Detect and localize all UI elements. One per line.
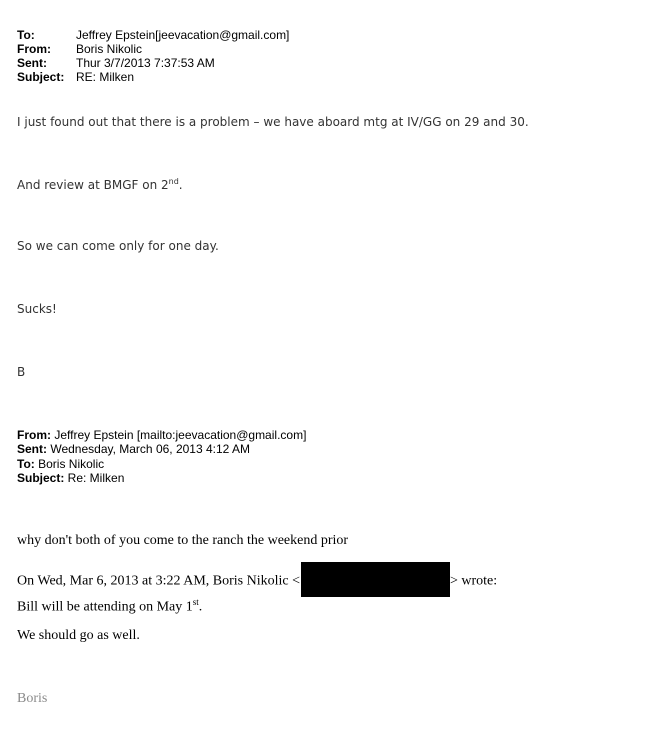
body-line-1: I just found out that there is a problem – we have aboard mtg at IV/GG on 29 and 30.: [17, 115, 529, 129]
quoted-sent-label: Sent:: [17, 442, 47, 456]
quoted-to-row: [17, 457, 104, 471]
from-value: Boris Nikolic: [76, 42, 143, 56]
quoted-body-line-4: We should go as well.: [17, 628, 140, 643]
quoted-body-line-2-end: > wrote:: [450, 573, 498, 589]
header-subject-row: [17, 70, 134, 84]
body-line-2: [17, 177, 183, 192]
body-line-3: So we can come only for one day.: [17, 239, 219, 253]
quoted-to-value: Boris Nikolic: [34, 457, 105, 471]
quoted-sent-value: Wednesday, March 06, 2013 4:12 AM: [47, 442, 251, 456]
quoted-body-line-3: [17, 597, 202, 616]
header-sent-row: [17, 56, 215, 70]
body-line-2-end: .: [178, 178, 183, 192]
to-value: Jeffrey Epstein[jeevacation@gmail.com]: [76, 28, 290, 42]
to-label: To:: [17, 28, 35, 42]
quoted-subject-value: Re: Milken: [64, 471, 125, 485]
quoted-to-label: To:: [17, 457, 35, 471]
quoted-subject-row: [17, 471, 124, 485]
redaction-block: [301, 562, 450, 597]
signature: Boris: [17, 691, 48, 706]
from-label: From:: [17, 42, 51, 56]
body-line-4: Sucks!: [17, 302, 57, 316]
body-line-5: B: [17, 365, 26, 379]
sent-label: Sent:: [17, 56, 47, 70]
quoted-body-line-3-end: .: [198, 599, 203, 615]
quoted-from-value: Jeffrey Epstein [mailto:jeevacation@gmail.com]: [51, 428, 307, 442]
quoted-from-row: [17, 428, 306, 442]
quoted-body-line-2-text: On Wed, Mar 6, 2013 at 3:22 AM, Boris Nikolic <: [17, 573, 300, 589]
body-line-2-text: And review at BMGF on 2: [17, 178, 169, 192]
quoted-body-line-3-sup: st: [192, 597, 199, 607]
quoted-subject-label: Subject:: [17, 471, 65, 485]
subject-value: RE: Milken: [76, 70, 135, 84]
quoted-from-label: From:: [17, 428, 51, 442]
sent-value: Thur 3/7/2013 7:37:53 AM: [76, 56, 215, 70]
quoted-sent-row: [17, 442, 250, 456]
header-to-row: [17, 28, 289, 42]
quoted-body-line-1: why don't both of you come to the ranch the weekend prior: [17, 533, 349, 548]
quoted-body-line-3-text: Bill will be attending on May 1: [17, 599, 193, 615]
subject-label: Subject:: [17, 70, 65, 84]
header-from-row: [17, 42, 142, 56]
quoted-body-line-2: [17, 564, 497, 599]
body-line-2-sup: nd: [168, 177, 179, 186]
